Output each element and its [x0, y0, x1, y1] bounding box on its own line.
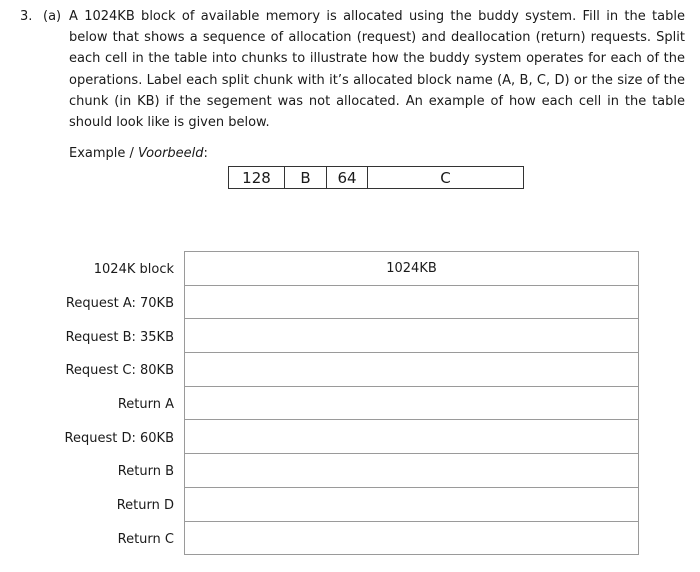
question-number: 3. — [20, 9, 33, 24]
example-label-nl: Voorbeeld — [138, 146, 204, 161]
buddy-table — [184, 251, 639, 555]
row-label-1024k-block: 1024K block — [93, 262, 174, 277]
example-cell: C — [440, 168, 451, 187]
example-cell: 128 — [229, 167, 285, 188]
row-label-request-a: Request A: 70KB — [65, 296, 174, 311]
row-label-request-c: Request C: 80KB — [65, 363, 174, 378]
table-row[interactable] — [185, 522, 638, 556]
table-row[interactable] — [185, 488, 638, 522]
example-cell: B — [285, 167, 327, 188]
example-label-suffix: : — [203, 146, 208, 161]
example-label-en: Example / — [69, 146, 139, 161]
row-label-return-c: Return C — [117, 532, 174, 547]
row-label-request-d: Request D: 60KB — [64, 431, 174, 446]
question-part: (a) — [43, 9, 62, 24]
table-row[interactable] — [185, 353, 638, 387]
row-label-return-b: Return B — [117, 464, 174, 479]
row-label-request-b: Request B: 35KB — [65, 330, 174, 345]
table-row[interactable] — [185, 420, 638, 454]
row-label-return-a: Return A — [117, 397, 174, 412]
example-label — [69, 146, 208, 161]
table-row[interactable]: 1024KB — [185, 252, 638, 286]
example-table — [228, 166, 524, 189]
example-cell: 64 — [327, 167, 368, 188]
table-row[interactable] — [185, 319, 638, 353]
table-row[interactable] — [185, 286, 638, 320]
table-row[interactable] — [185, 454, 638, 488]
row-label-return-d: Return D — [116, 498, 174, 513]
question-text: A 1024KB block of available memory is allocated using the buddy system. Fill in the table below that shows a sequence of allocation (request) and deallocation (return) requests. Split each cell in the table into chunks to illustrate how the buddy system operates for each of the operations. Label each split chunk with it’s allocated block name (A, B, C, D) or the size of the chunk (in KB) if the segement was not allocated. An example of how each cell in the table should look like is given below. — [69, 9, 685, 131]
table-row[interactable] — [185, 387, 638, 421]
